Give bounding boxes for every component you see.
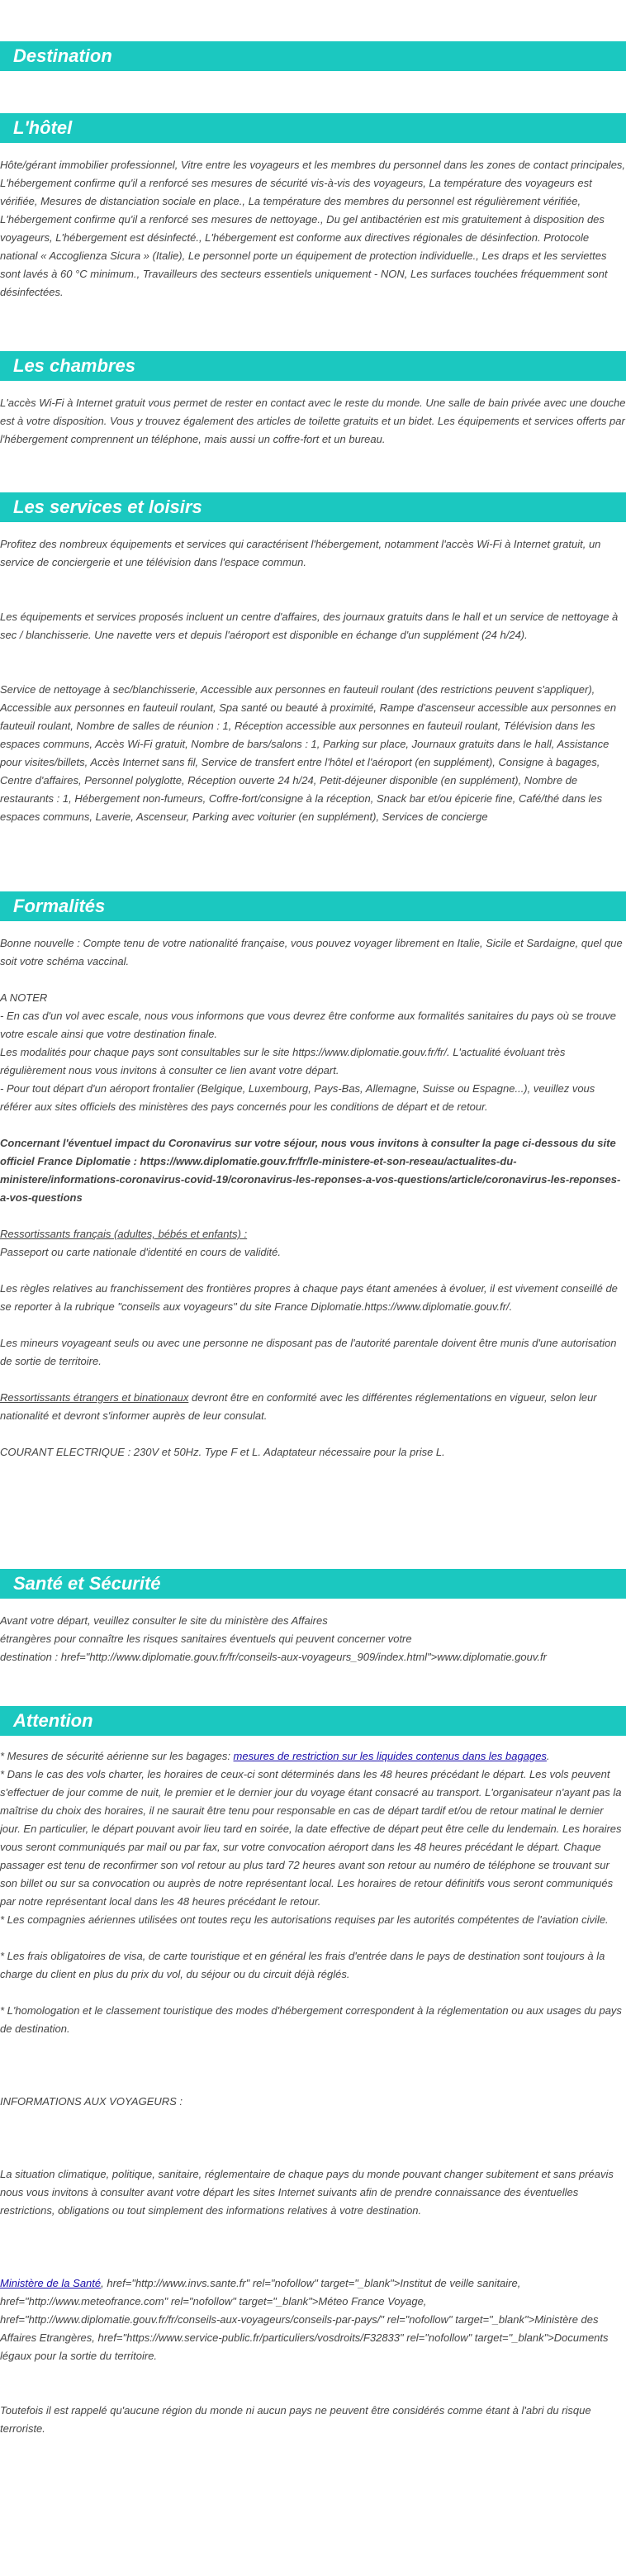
formalites-note-escale: - En cas d'un vol avec escale, nous vous informons que vous devrez être conforme aux formalités sanitaires du pays où se trouve votre escale ainsi que votre destination finale. — [0, 1010, 617, 1040]
attention-invitons: nous vous invitons à consulter avant votre départ les sites Internet suivants afin de prendre connaissance des éventuelles restrictions, obligations ou tout simplement des informations relatives à votre destination. — [0, 2186, 579, 2217]
ressortissants-etrangers-label: Ressortissants étrangers et binationaux — [0, 1391, 189, 1404]
formalites-section — [0, 891, 626, 1461]
attention-section — [0, 1706, 626, 2438]
mesures-prefix: * Mesures de sécurité aérienne sur les bagages: — [0, 1750, 234, 1762]
attention-links — [0, 2274, 626, 2365]
destination-section — [0, 41, 626, 71]
attention-situation: La situation climatique, politique, sanitaire, réglementaire de chaque pays du monde pouvant changer subitement et sans préavis — [0, 2168, 614, 2180]
rooms-text: L'accès Wi-Fi à Internet gratuit vous permet de rester en contact avec le reste du monde. Une salle de bain privée avec une douche est à votre disposition. Vous y trouvez également des articles de toilette gratuits et un bidet. Les équipements et services offerts par l'hébergement comprennent un téléphone, mais aussi un coffre-fort et un bureau. — [0, 397, 626, 445]
attention-heading: Attention — [0, 1706, 626, 1736]
attention-terrorisme: Toutefois il est rappelé qu'aucune région du monde ni aucun pays ne peuvent être considérés comme étant à l'abri du risque terroriste. — [0, 2404, 591, 2435]
formalites-ressortissants-etrangers — [0, 1389, 626, 1425]
formalites-heading: Formalités — [0, 891, 626, 921]
rooms-section — [0, 351, 626, 449]
formalites-courant: COURANT ELECTRIQUE : 230V et 50Hz. Type F et L. Adaptateur nécessaire pour la prise L. — [0, 1446, 445, 1458]
sante-line-3: destination : href="http://www.diplomatie.gouv.fr/fr/conseils-aux-voyageurs_909/index.html">www.diplomatie.gouv.fr — [0, 1651, 547, 1663]
destination-heading: Destination — [0, 41, 626, 71]
mesures-suffix: . — [546, 1750, 550, 1762]
formalites-note-frontalier: - Pour tout départ d'un aéroport frontalier (Belgique, Luxembourg, Pays-Bas, Allemagne, Suisse ou Espagne...), veuillez vous référer aux sites officiels des ministères des pays concernés pour les conditions de départ et de retour. — [0, 1082, 595, 1113]
attention-frais: * Les frais obligatoires de visa, de carte touristique et en général les frais d'entrée dans le pays de destination sont toujours à la charge du client en plus du prix du vol, du séjour ou du circuit déjà réglés. — [0, 1950, 605, 1980]
formalites-passeport: Passeport ou carte nationale d'identité en cours de validité. — [0, 1246, 281, 1258]
services-heading: Les services et loisirs — [0, 492, 626, 522]
ressortissants-etrangers-text: devront être en conformité avec les différentes réglementations en vigueur, selon leur nationalité et devront s'informer auprès de leur consulat. — [0, 1391, 597, 1422]
sante-heading: Santé et Sécurité — [0, 1569, 626, 1599]
formalites-coronavirus: Concernant l'éventuel impact du Coronavirus sur votre séjour, nous vous invitons à consulter la page ci-dessous du site officiel France Diplomatie : https://www.diplomatie.gouv.fr/fr/le-ministere-et-son-reseau/actualites-du-ministere/informations-coronavirus-covid-19/coronavirus-les-reponses-a-vos-questions/article/coronavirus-les-reponses-a-vos-questions — [0, 1137, 621, 1204]
attention-homologation: * L'homologation et le classement touristique des modes d'hébergement correspondent à la réglementation ou aux usages du pays de destination. — [0, 2004, 622, 2035]
services-list: Service de nettoyage à sec/blanchisserie, Accessible aux personnes en fauteuil roulant (des restrictions peuvent s'appliquer), Accessible aux personnes en fauteuil roulant, Spa santé ou beauté à proximité, Rampe d'ascenseur accessible aux personnes en fauteuil roulant, Nombre de salles de réunion : 1, Réception accessible aux personnes en fauteuil roulant, Télévision dans les espaces communs, Accès Wi-Fi gratuit, Nombre de bars/salons : 1, Parking sur place, Journaux gratuits dans le hall, Assistance pour visites/billets, Accès Internet sans fil, Service de transfert entre l'hôtel et l'aéroport (en supplément), Consigne à bagages, Centre d'affaires, Personnel polyglotte, Réception ouverte 24 h/24, Petit-déjeuner disponible (en supplément), Nombre de restaurants : 1, Hébergement non-fumeurs, Coffre-fort/consigne à la réception, Snack bar et/ou épicerie fine, Café/thé dans les espaces communs, Laverie, Ascenseur, Parking avec voiturier (en supplément), Services de concierge — [0, 683, 617, 823]
attention-compagnies: * Les compagnies aériennes utilisées ont toutes reçu les autorisations requises par les autorités compétentes de l'aviation civile. — [0, 1913, 609, 1926]
sante-line-2: étrangères pour connaître les risques sanitaires éventuels qui peuvent concerner votre — [0, 1633, 412, 1645]
hotel-section — [0, 113, 626, 302]
sante-line-1: Avant votre départ, veuillez consulter le site du ministère des Affaires — [0, 1614, 328, 1627]
attention-charter: * Dans le cas des vols charter, les horaires de ceux-ci sont déterminés dans les 48 heures précédant le départ. Les vols peuvent s'effectuer de jour comme de nuit, le premier et le dernier jour du voyage étant consacré au transport. L'organisateur n'ayant pas la maîtrise du choix des horaires, il ne saurait être tenu pour responsable en cas de départ tardif et/ou de retour matinal le dernier jour. En particulier, le départ pouvant avoir lieu tard en soirée, la date effective de départ peut être celle du lendemain. Les horaires vous seront communiqués par mail ou par fax, sur votre convocation aéroport dans les 48 heures précédant le départ. Chaque passager est tenu de reconfirmer son vol retour au plus tard 72 heures avant son retour au numéro de téléphone se trouvant sur son billet ou sur sa convocation ou auprès de notre représentant local. Les horaires de retour définitifs vous seront communiqués par notre représentant local dans les 48 heures précédant le retour. — [0, 1768, 622, 1908]
hotel-text: Hôte/gérant immobilier professionnel, Vitre entre les voyageurs et les membres du personnel dans les zones de contact principales, L'hébergement confirme qu'il a renforcé ses mesures de sécurité vis-à-vis des voyageurs, La température des voyageurs est vérifiée, Mesures de distanciation sociale en place., La température des membres du personnel est régulièrement vérifiée, L'hébergement confirme qu'il a renforcé ses mesures de nettoyage., Du gel antibactérien est mis gratuitement à disposition des voyageurs, L'hébergement est désinfecté., L'hébergement est conforme aux directives régionales de désinfection. Protocole national « Accoglienza Sicura » (Italie), Le personnel porte un équipement de protection individuelle., Les draps et les serviettes sont lavés à 60 °C minimum., Travailleurs des secteurs essentiels uniquement - NON, Les surfaces touchées fréquemment sont désinfectées. — [0, 159, 626, 298]
services-equipment: Les équipements et services proposés incluent un centre d'affaires, des journaux gratuits dans le hall et un service de nettoyage à sec / blanchisserie. Une navette vers et depuis l'aéroport est disponible en échange d'un supplément (24 h/24). — [0, 611, 619, 641]
formalites-ressortissants-fr: Ressortissants français (adultes, bébés et enfants) : — [0, 1228, 248, 1240]
attention-mesures — [0, 1747, 626, 1766]
formalites-note-modalites: Les modalités pour chaque pays sont consultables sur le site https://www.diplomatie.gouv.fr/fr/. L'actualité évoluant très régulièrement nous vous invitons à consulter ce lien avant votre départ. — [0, 1046, 566, 1077]
liquides-restriction-link[interactable]: mesures de restriction sur les liquides contenus dans les bagages — [233, 1750, 547, 1762]
sante-section — [0, 1569, 626, 1666]
formalites-note-title: A NOTER — [0, 991, 48, 1004]
hotel-heading: L'hôtel — [0, 113, 626, 143]
services-section — [0, 492, 626, 826]
attention-infos-title: INFORMATIONS AUX VOYAGEURS : — [0, 2095, 183, 2108]
formalites-regles: Les règles relatives au franchissement des frontières propres à chaque pays étant amenées à évoluer, il est vivement conseillé de se reporter à la rubrique "conseils aux voyageurs" du site France Diplomatie.https://www.diplomatie.gouv.fr/. — [0, 1282, 618, 1313]
formalites-mineurs: Les mineurs voyageant seuls ou avec une personne ne disposant pas de l'autorité parentale doivent être munis d'une autorisation de sortie de territoire. — [0, 1337, 617, 1367]
rooms-heading: Les chambres — [0, 351, 626, 381]
formalites-intro: Bonne nouvelle : Compte tenu de votre nationalité française, vous pouvez voyager librement en Italie, Sicile et Sardaigne, quel que soit votre schéma vaccinal. — [0, 937, 623, 967]
attention-links-text: , href="http://www.invs.sante.fr" rel="nofollow" target="_blank">Institut de veille sanitaire, href="http://www.meteofrance.com" rel="nofollow" target="_blank">Méteo France Voyage, href="http://www.diplomatie.gouv.fr/fr/conseils-aux-voyageurs/conseils-par-pays/" rel="nofollow" target="_blank">Ministère des Affaires Etrangères, href="https://www.service-public.fr/particuliers/vosdroits/F32833" rel="nofollow" target="_blank">Documents légaux pour la sortie du territoire. — [0, 2277, 609, 2362]
ministere-sante-link[interactable]: Ministère de la Santé — [0, 2277, 102, 2289]
services-intro: Profitez des nombreux équipements et services qui caractérisent l'hébergement, notamment l'accès Wi-Fi à Internet gratuit, un service de conciergerie et une télévision dans l'espace commun. — [0, 538, 601, 568]
